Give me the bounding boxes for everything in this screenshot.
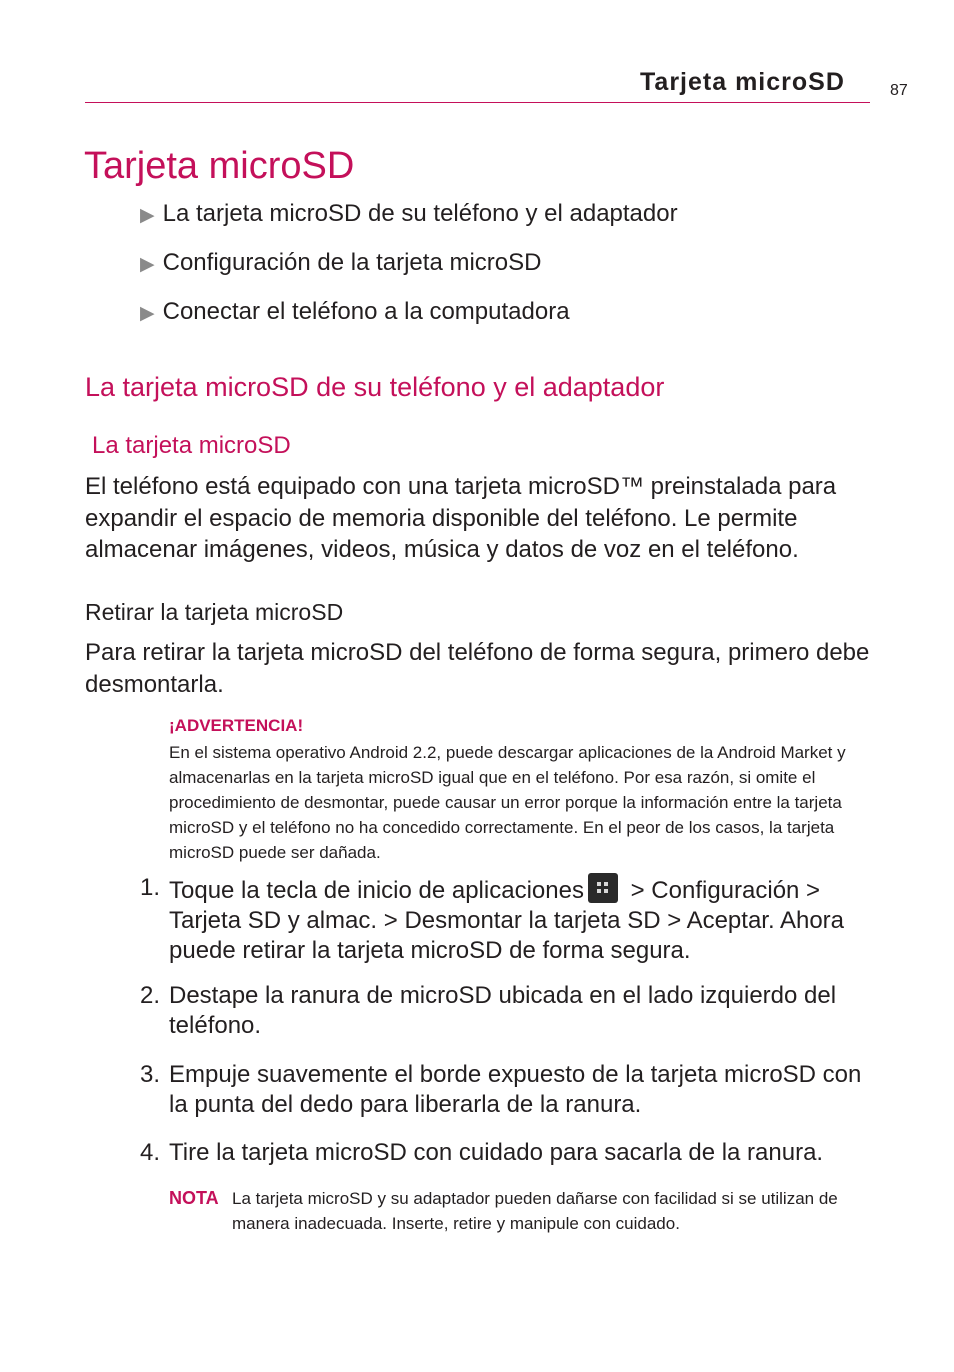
step-item	[140, 873, 875, 966]
menu-path-configuracion: Configuración	[651, 877, 800, 904]
step-number: 2.	[140, 982, 161, 1009]
step-text: . Ahora puede retirar la tarjeta microSD de forma segura.	[169, 907, 845, 964]
separator: >	[377, 907, 405, 934]
running-header: Tarjeta microSD	[640, 68, 845, 96]
menu-path-tarjeta-sd: Tarjeta SD y almac.	[169, 907, 378, 934]
intro-paragraph: El teléfono está equipado con una tarjeta microSD™ preinstalada para expandir el espacio de memoria disponible del teléfono. Le permite almacenar imágenes, videos, música y datos de voz en el teléfono.	[85, 473, 837, 563]
toc-item-label: La tarjeta microSD de su teléfono y el adaptador	[162, 200, 678, 227]
triangle-bullet-icon: ▶	[140, 205, 155, 226]
toc-item[interactable]	[140, 249, 541, 277]
app-launcher-key-label: tecla de inicio de aplicaciones	[266, 877, 584, 904]
separator: >	[623, 877, 652, 904]
toc-item[interactable]	[140, 200, 678, 228]
page-title: Tarjeta microSD	[84, 145, 355, 187]
step-text: Tire la tarjeta microSD con cuidado para sacarla de la ranura.	[169, 1139, 824, 1166]
toc-item[interactable]	[140, 298, 570, 326]
retirar-paragraph: Para retirar la tarjeta microSD del teléfono de forma segura, primero debe desmontarla.	[85, 639, 870, 698]
step-text: Toque la	[169, 877, 267, 904]
app-launcher-icon	[588, 873, 618, 903]
step-text: Empuje suavemente el borde expuesto de la tarjeta microSD con la punta del dedo para liberarla de la ranura.	[169, 1061, 862, 1118]
page-number: 87	[890, 82, 908, 99]
step-number: 4.	[140, 1139, 161, 1166]
section-heading: La tarjeta microSD de su teléfono y el adaptador	[85, 372, 665, 402]
toc-item-label: Configuración de la tarjeta microSD	[162, 249, 542, 276]
subsection-heading: La tarjeta microSD	[92, 432, 291, 459]
step-item	[140, 1060, 875, 1120]
retirar-heading: Retirar la tarjeta microSD	[85, 599, 344, 625]
separator: >	[799, 877, 821, 904]
step-number: 3.	[140, 1061, 161, 1088]
step-item	[140, 1138, 875, 1168]
header-rule	[85, 102, 870, 103]
triangle-bullet-icon: ▶	[140, 254, 155, 275]
step-text: Destape la ranura de microSD ubicada en el lado izquierdo del teléfono.	[169, 982, 837, 1039]
note-label: NOTA	[169, 1188, 219, 1208]
toc-item-label: Conectar el teléfono a la computadora	[162, 298, 570, 325]
note-text: La tarjeta microSD y su adaptador pueden dañarse con facilidad si se utilizan de manera inadecuada. Inserte, retire y manipule con cuidado.	[232, 1189, 838, 1233]
step-item	[140, 981, 875, 1041]
step-number: 1.	[140, 874, 161, 901]
triangle-bullet-icon: ▶	[140, 303, 155, 324]
menu-path-desmontar: Desmontar la tarjeta SD > Aceptar	[404, 907, 768, 934]
warning-label: ¡ADVERTENCIA!	[169, 716, 304, 735]
warning-text: En el sistema operativo Android 2.2, puede descargar aplicaciones de la Android Market y almacenarlas en la tarjeta microSD igual que en el teléfono. Por esa razón, si omite el procedimiento de desmontar, puede causar un error porque la información entre la tarjeta microSD y el teléfono no ha concedido correctamente. En el peor de los casos, la tarjeta microSD puede ser dañada.	[169, 743, 846, 862]
